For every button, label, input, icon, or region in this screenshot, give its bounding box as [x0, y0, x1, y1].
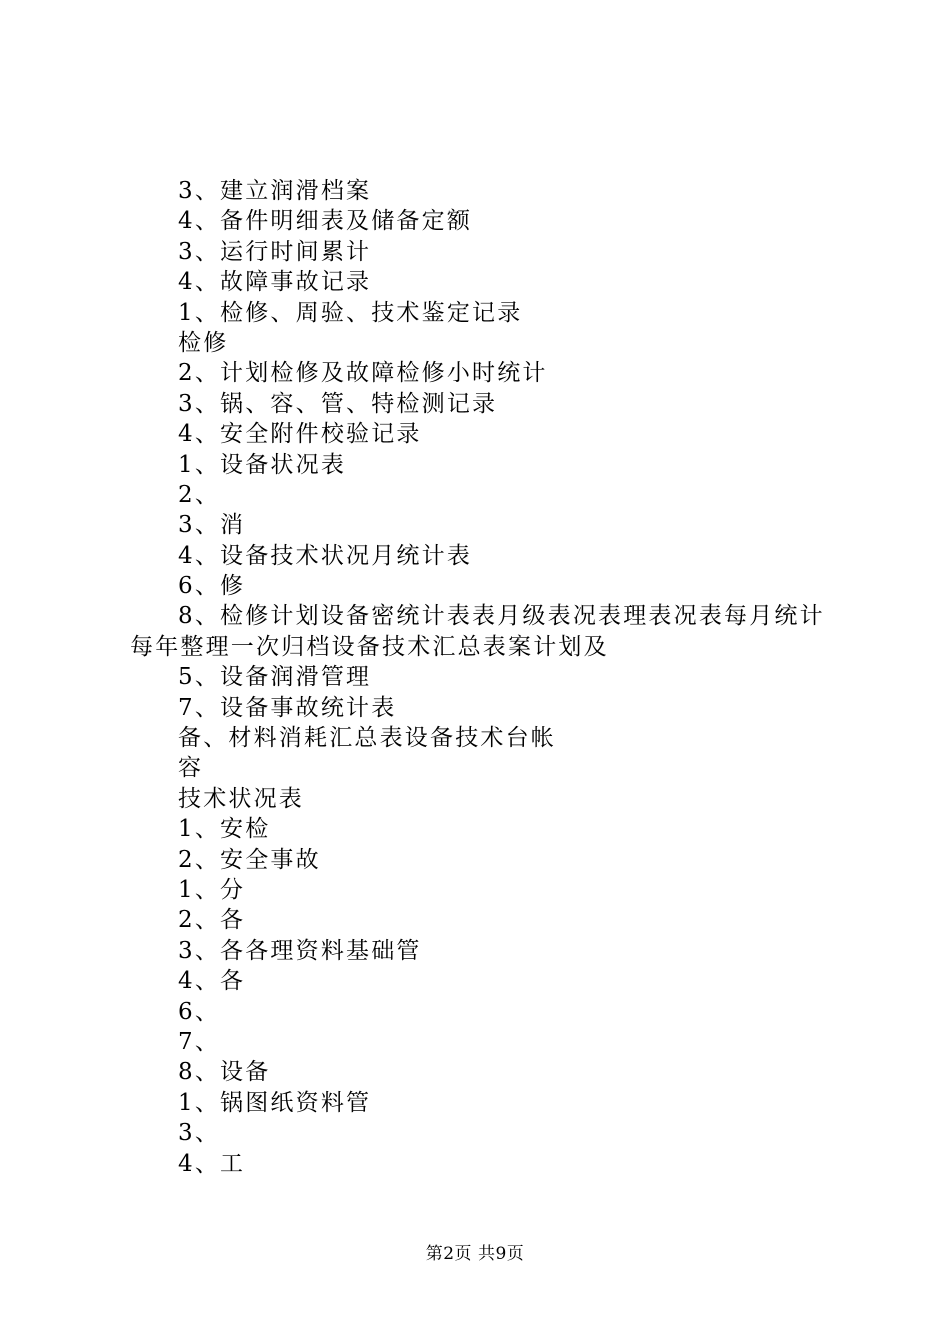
- text-line: 每年整理一次归档设备技术汇总表案计划及: [130, 633, 609, 660]
- text-line: 7、设备事故统计表: [178, 694, 397, 721]
- text-line: 2、计划检修及故障检修小时统计: [178, 360, 548, 387]
- text-line: 检修: [178, 329, 229, 356]
- text-line: 2、: [178, 481, 221, 508]
- text-line: 8、检修计划设备密统计表表月级表况表理表况表每月统计: [178, 603, 825, 630]
- text-line: 4、工: [178, 1150, 246, 1177]
- text-line: 4、各: [178, 968, 246, 995]
- document-body: [130, 176, 850, 1179]
- text-line: 3、运行时间累计: [178, 238, 372, 265]
- text-line: 4、安全附件校验记录: [178, 421, 422, 448]
- text-line: 4、备件明细表及储备定额: [178, 208, 473, 235]
- text-line: 1、锅图纸资料管: [178, 1089, 372, 1116]
- page-number-footer: 第2页 共9页: [425, 1244, 525, 1264]
- text-line: 1、检修、周验、技术鉴定记录: [178, 299, 523, 326]
- text-line: 2、各: [178, 907, 246, 934]
- text-line: 1、安检: [178, 816, 271, 843]
- text-line: 3、: [178, 1120, 221, 1147]
- text-line: 8、设备: [178, 1059, 271, 1086]
- text-line: 4、故障事故记录: [178, 269, 372, 296]
- text-line: 3、消: [178, 512, 246, 539]
- text-line: 技术状况表: [178, 785, 304, 812]
- text-line: 3、各各理资料基础管: [178, 937, 422, 964]
- text-line: 3、锅、容、管、特检测记录: [178, 390, 498, 417]
- text-line: 3、建立润滑档案: [178, 178, 372, 204]
- text-line: 7、: [178, 1028, 221, 1055]
- text-line: 2、安全事故: [178, 846, 321, 873]
- text-line: 4、设备技术状况月统计表: [178, 542, 473, 569]
- text-line: 容: [178, 755, 204, 782]
- text-line: 1、分: [178, 876, 246, 903]
- text-line: 备、材料消耗汇总表设备技术台帐: [178, 725, 556, 752]
- text-line: 5、设备润滑管理: [178, 664, 372, 691]
- text-line: 1、设备状况表: [178, 451, 347, 478]
- text-line: 6、: [178, 998, 221, 1025]
- text-line: 6、修: [178, 573, 246, 600]
